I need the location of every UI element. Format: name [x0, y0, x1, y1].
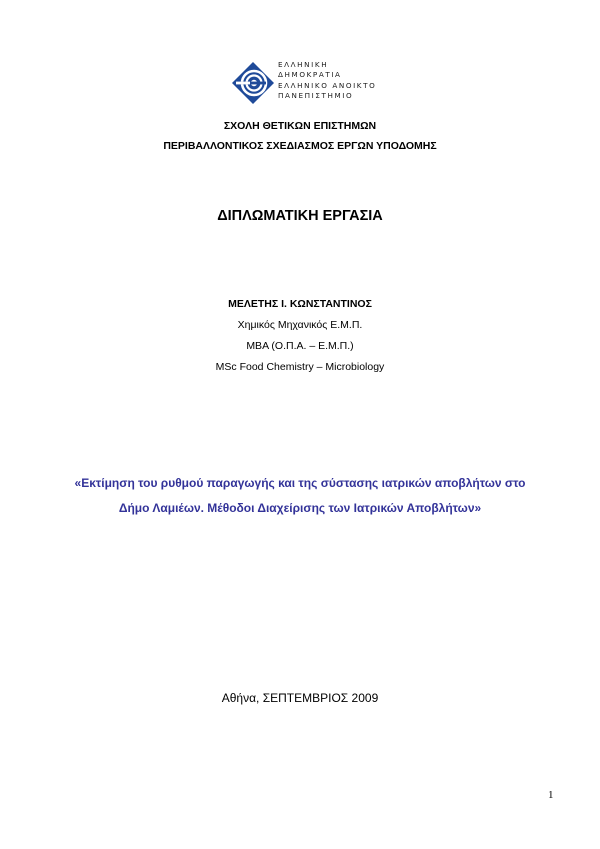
thesis-title: «Εκτίμηση του ρυθμού παραγωγής και της σύστασης ιατρικών αποβλήτων στο Δήμο Λαμιέων. Μέθοδοι Διαχείρισης των Ιατρικών Αποβλήτων» — [74, 476, 526, 515]
logo-text — [278, 60, 378, 100]
document-type: ΔΙΠΛΩΜΑΤΙΚΗ ΕΡΓΑΣΙΑ — [217, 208, 383, 224]
logo-line: ΔΗΜΟΚΡΑΤΙΑ — [278, 69, 342, 79]
author-credential: MSc Food Chemistry – Microbiology — [215, 361, 385, 373]
logo-line: ΕΛΛΗΝΙΚΗ — [278, 60, 329, 69]
author-credential: MBA (Ο.Π.Α. – Ε.Μ.Π.) — [246, 340, 354, 352]
school-name: ΣΧΟΛΗ ΘΕΤΙΚΩΝ ΕΠΙΣΤΗΜΩΝ — [223, 120, 377, 132]
department-name: ΠΕΡΙΒΑΛΛΟΝΤΙΚΟΣ ΣΧΕΔΙΑΣΜΟΣ ΕΡΓΩΝ ΥΠΟΔΟΜΗΣ — [163, 140, 437, 152]
university-logo — [230, 60, 380, 108]
logo-line: ΠΑΝΕΠΙΣΤΗΜΙΟ — [278, 90, 354, 100]
eap-emblem-icon — [230, 60, 276, 106]
logo-line: ΕΛΛΗΝΙΚΟ ΑΝΟΙΚΤΟ — [278, 81, 377, 90]
place-and-date: Αθήνα, ΣΕΠΤΕΜΒΡΙΟΣ 2009 — [221, 691, 379, 705]
page-number: 1 — [548, 789, 554, 801]
author-name: ΜΕΛΕΤΗΣ Ι. ΚΩΝΣΤΑΝΤΙΝΟΣ — [228, 298, 372, 310]
author-credential: Χημικός Μηχανικός Ε.Μ.Π. — [237, 319, 363, 331]
